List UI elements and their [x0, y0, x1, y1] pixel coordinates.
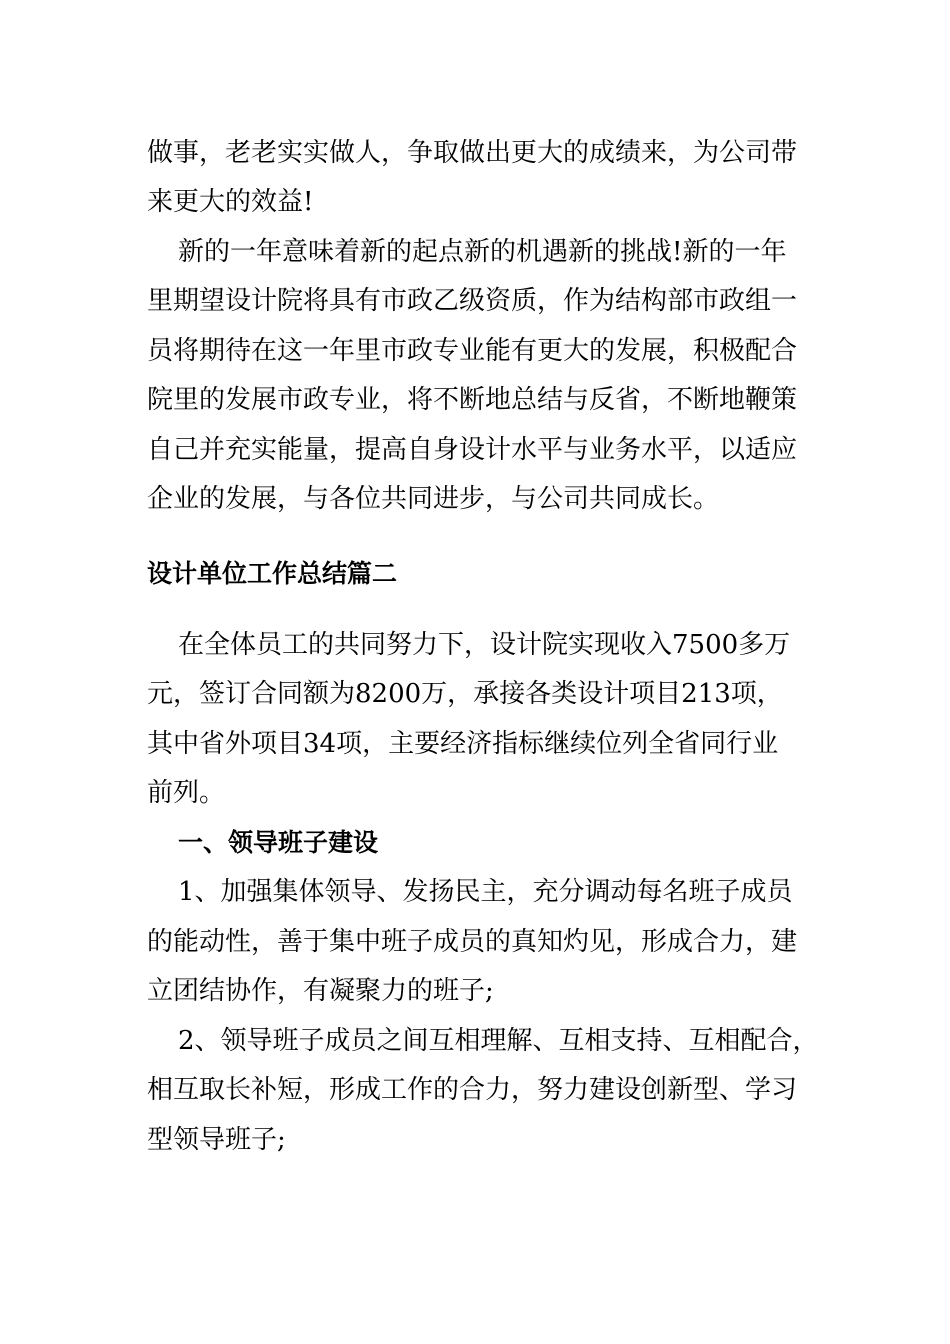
text-line: 里期望设计院将具有市政乙级资质，作为结构部市政组一 — [147, 286, 798, 316]
text-line: 元，签订合同额为8200万，承接各类设计项目213项， — [147, 679, 783, 709]
text-line: 型领导班子; — [147, 1125, 286, 1155]
text-line: 2、领导班子成员之间互相理解、互相支持、互相配合， — [178, 1026, 819, 1056]
subsection-title: 一、领导班子建设 — [178, 828, 379, 857]
text-line: 企业的发展，与各位共同进步，与公司共同成长。 — [147, 484, 720, 514]
text-line: 立团结协作，有凝聚力的班子; — [147, 976, 494, 1006]
text-line: 院里的发展市政专业，将不断地总结与反省，不断地鞭策 — [147, 385, 798, 415]
text-line: 其中省外项目34项，主要经济指标继续位列全省同行业 — [147, 729, 779, 759]
text-line: 新的一年意味着新的起点新的机遇新的挑战!新的一年 — [178, 237, 787, 267]
text-line: 的能动性，善于集中班子成员的真知灼见，形成合力，建 — [147, 927, 798, 957]
section-title: 设计单位工作总结篇二 — [147, 559, 398, 588]
text-line: 自己并充实能量，提高自身设计水平与业务水平，以适应 — [147, 435, 798, 465]
text-line: 1、加强集体领导、发扬民主，充分调动每名班子成员 — [178, 877, 793, 907]
text-line: 在全体员工的共同努力下，设计院实现收入7500多万 — [178, 630, 791, 660]
text-line: 前列。 — [147, 778, 226, 808]
text-line: 相互取长补短，形成工作的合力，努力建设创新型、学习 — [147, 1075, 798, 1105]
text-line: 做事，老老实实做人，争取做出更大的成绩来，为公司带 — [147, 138, 798, 168]
text-line: 员将期待在这一年里市政专业能有更大的发展，积极配合 — [147, 336, 798, 366]
text-line: 来更大的效益! — [147, 187, 314, 217]
